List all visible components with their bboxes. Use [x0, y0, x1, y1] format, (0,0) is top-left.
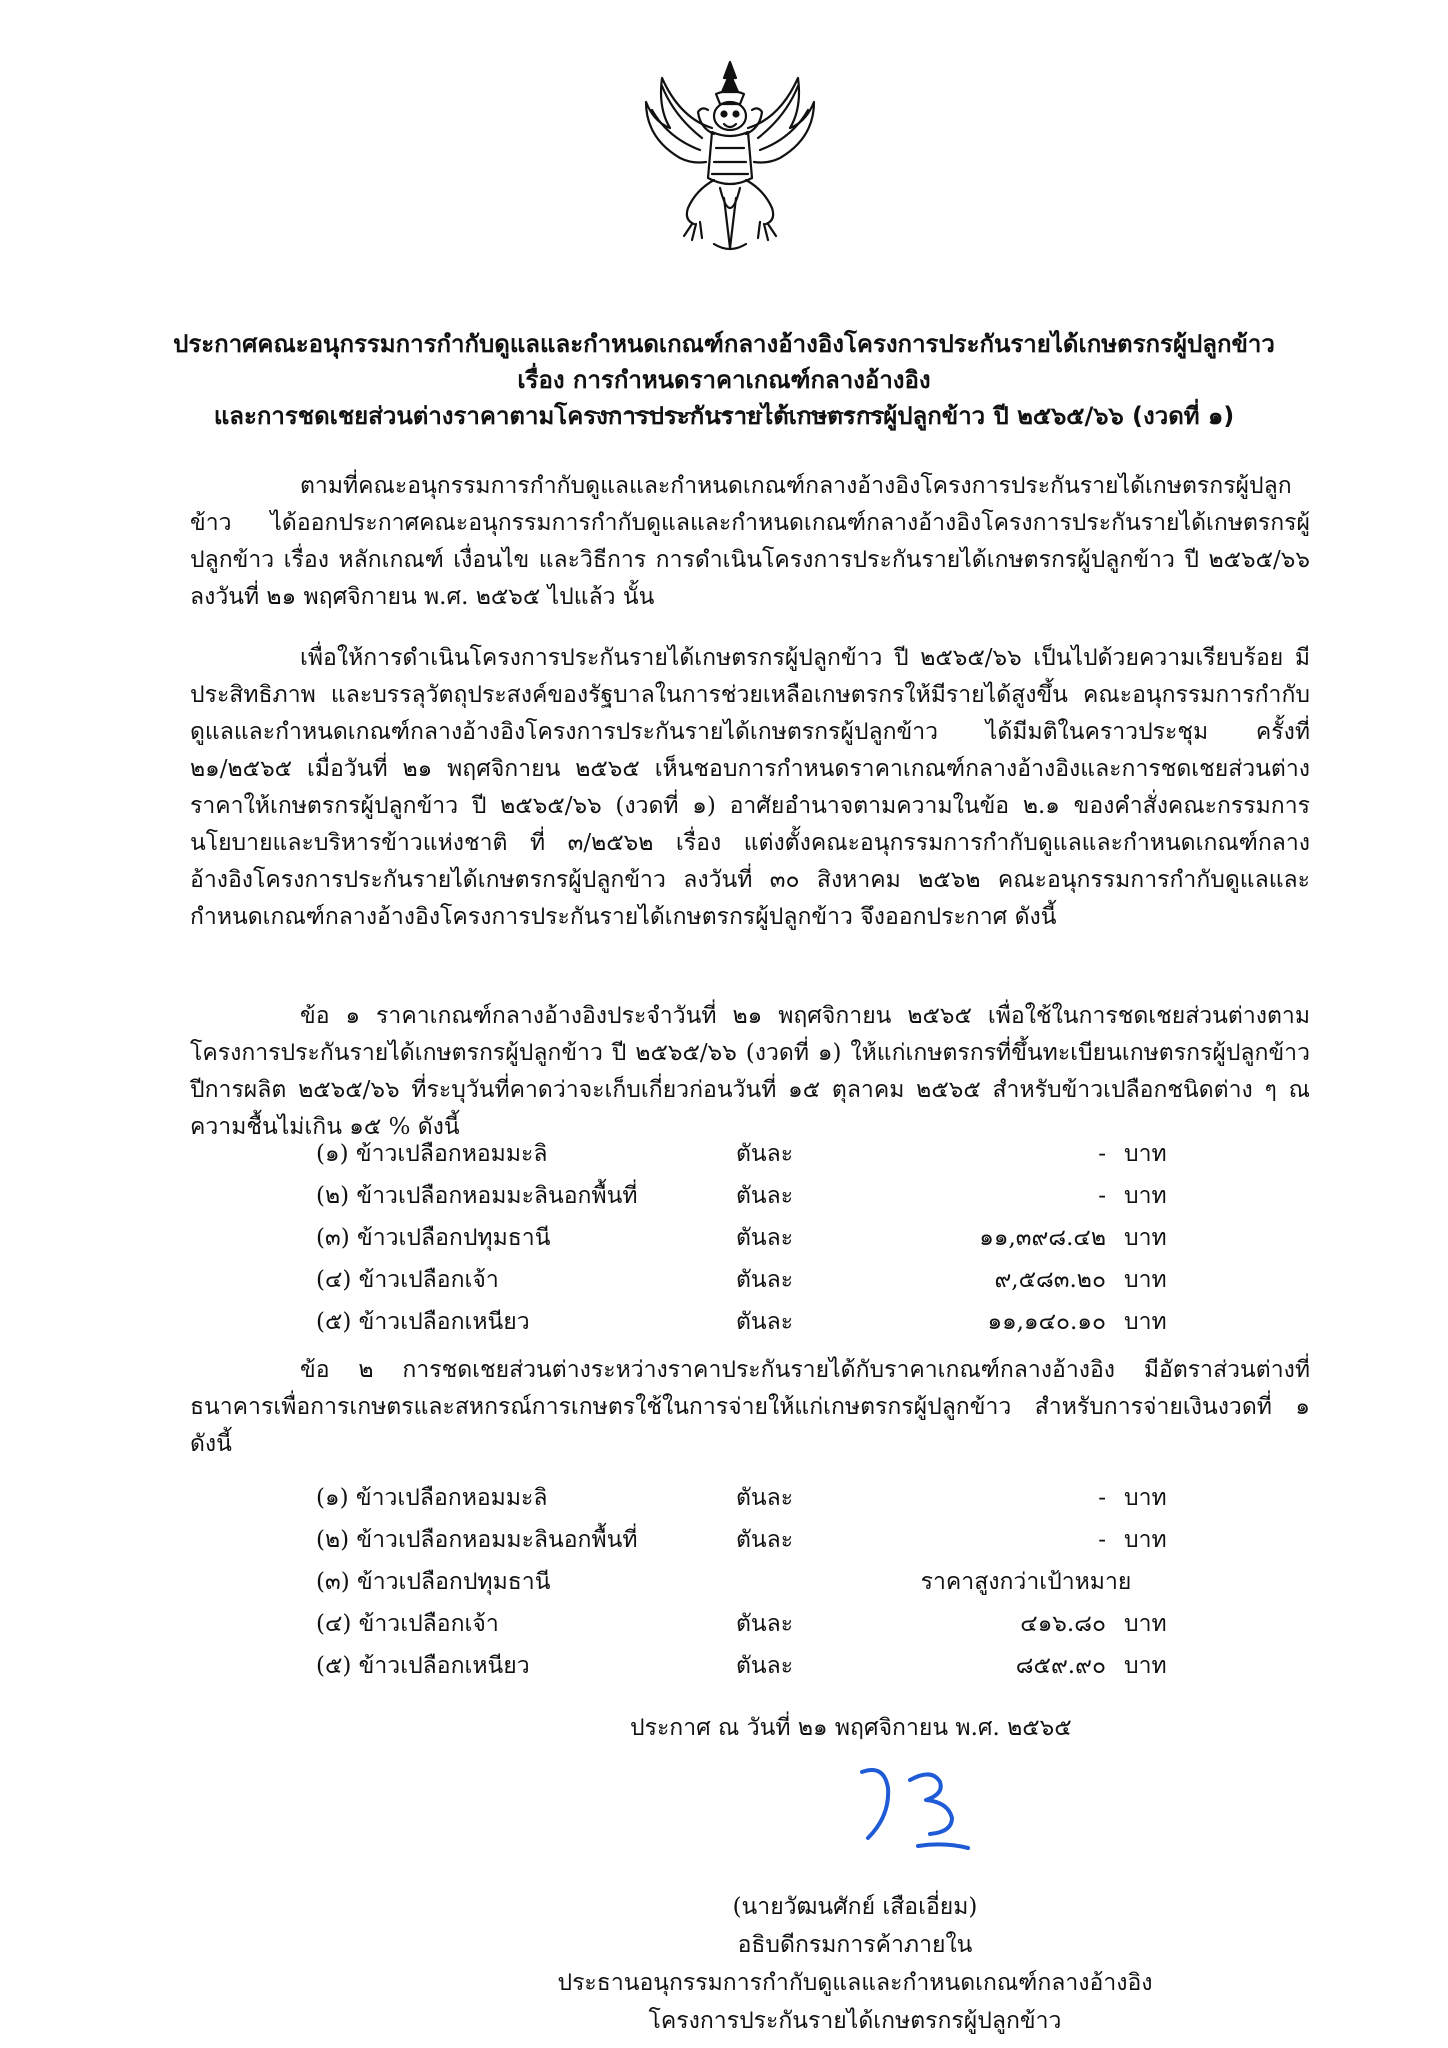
currency-unit: บาท [1124, 1485, 1167, 1511]
per-ton-label: ตันละ [736, 1611, 794, 1637]
per-ton-label: ตันละ [736, 1309, 794, 1335]
per-ton-label: ตันละ [736, 1225, 794, 1251]
announcement-date: ประกาศ ณ วันที่ ๒๑ พฤศจิกายน พ.ศ. ๒๕๖๕ [630, 1715, 1072, 1741]
compensation-amount: ๔๑๖.๘๐ [1020, 1611, 1106, 1637]
list-item [316, 1260, 1216, 1300]
resolution-paragraph: เพื่อให้การดำเนินโครงการประกันรายได้เกษตรกรผู้ปลูกข้าว ปี ๒๕๖๕/๖๖ เป็นไปด้วยความเรียบร้อย มีประสิทธิภาพ และบรรลุวัตถุประสงค์ของรัฐบาลในการช่วยเหลือเกษตรกรให้มีรายได้สูงขึ้น คณะอนุกรรมการกำกับดูแลและกำหนดเกณฑ์กลางอ้างอิงโครงการประกันรายได้เกษตรกรผู้ปลูกข้าว ได้มีมติในคราวประชุม ครั้งที่ ๒๑/๒๕๖๕ เมื่อวันที่ ๒๑ พฤศจิกายน ๒๕๖๕ เห็นชอบการกำหนดราคาเกณฑ์กลางอ้างอิงและการชดเชยส่วนต่างราคาให้เกษตรกรผู้ปลูกข้าว ปี ๒๕๖๕/๖๖ (งวดที่ ๑) อาศัยอำนาจตามความในข้อ ๒.๑ ของคำสั่งคณะกรรมการนโยบายและบริหารข้าวแห่งชาติ ที่ ๓/๒๕๖๒ เรื่อง แต่งตั้งคณะอนุกรรมการกำกับดูแลและกำหนดเกณฑ์กลางอ้างอิงโครงการประกันรายได้เกษตรกรผู้ปลูกข้าว ลงวันที่ ๓๐ สิงหาคม ๒๕๖๒ คณะอนุกรรมการกำกับดูแลและกำหนดเกณฑ์กลางอ้างอิงโครงการประกันรายได้เกษตรกรผู้ปลูกข้าว จึงออกประกาศ ดังนี้ [190, 645, 1310, 930]
rice-type: (๑) ข้าวเปลือกหอมมะลิ [316, 1485, 548, 1511]
clause-1-paragraph: ข้อ ๑ ราคาเกณฑ์กลางอ้างอิงประจำวันที่ ๒๑ พฤศจิกายน ๒๕๖๕ เพื่อใช้ในการชดเชยส่วนต่างตามโครงการประกันรายได้เกษตรกรผู้ปลูกข้าว ปี ๒๕๖๕/๖๖ (งวดที่ ๑) ให้แก่เกษตรกรที่ขึ้นทะเบียนเกษตรกรผู้ปลูกข้าว ปีการผลิต ๒๕๖๕/๖๖ ที่ระบุวันที่คาดว่าจะเก็บเกี่ยวก่อนวันที่ ๑๕ ตุลาคม ๒๕๖๕ สำหรับข้าวเปลือกชนิดต่าง ๆ ณ ความชื้นไม่เกิน ๑๕ % ดังนี้ [190, 1003, 1310, 1140]
rice-type: (๒) ข้าวเปลือกหอมมะลินอกพื้นที่ [316, 1527, 638, 1553]
list-item [316, 1176, 1216, 1216]
price-amount: - [1098, 1141, 1106, 1167]
compensation-amount: ๘๕๙.๙๐ [1015, 1653, 1106, 1679]
rice-type: (๑) ข้าวเปลือกหอมมะลิ [316, 1141, 548, 1167]
list-item [316, 1646, 1216, 1686]
price-amount: - [1098, 1183, 1106, 1209]
rice-type: (๕) ข้าวเปลือกเหนียว [316, 1653, 530, 1679]
currency-unit: บาท [1124, 1527, 1167, 1553]
garuda-emblem-icon [640, 58, 820, 258]
compensation-amount: - [1098, 1485, 1106, 1511]
heading-line-3: และการชดเชยส่วนต่างราคาตามโครงการประกันรายได้เกษตรกรผู้ปลูกข้าว ปี ๒๕๖๕/๖๖ (งวดที่ ๑) [213, 402, 1235, 430]
signatory-title: โครงการประกันรายได้เกษตรกรผู้ปลูกข้าว [648, 2008, 1062, 2034]
heading-line-2: เรื่อง การกำหนดราคาเกณฑ์กลางอ้างอิง [517, 366, 931, 394]
list-item [316, 1520, 1216, 1560]
rice-type: (๔) ข้าวเปลือกเจ้า [316, 1267, 499, 1293]
price-amount: ๙,๕๘๓.๒๐ [994, 1267, 1106, 1293]
list-item [316, 1604, 1216, 1644]
currency-unit: บาท [1124, 1309, 1167, 1335]
currency-unit: บาท [1124, 1611, 1167, 1637]
signature-image [848, 1760, 978, 1855]
heading-line-1: ประกาศคณะอนุกรรมการกำกับดูแลและกำหนดเกณฑ์กลางอ้างอิงโครงการประกันรายได้เกษตรกรผู้ปลูกข้าว [173, 330, 1275, 358]
price-amount: ๑๑,๑๔๐.๑๐ [987, 1309, 1106, 1335]
currency-unit: บาท [1124, 1653, 1167, 1679]
rice-type: (๒) ข้าวเปลือกหอมมะลินอกพื้นที่ [316, 1183, 638, 1209]
currency-unit: บาท [1124, 1267, 1167, 1293]
list-item [316, 1562, 1216, 1602]
per-ton-label: ตันละ [736, 1527, 794, 1553]
compensation-note: ราคาสูงกว่าเป้าหมาย [920, 1569, 1132, 1595]
announcement-heading [0, 326, 1448, 434]
rice-type: (๓) ข้าวเปลือกปทุมธานี [316, 1569, 551, 1595]
per-ton-label: ตันละ [736, 1183, 794, 1209]
per-ton-label: ตันละ [736, 1485, 794, 1511]
rice-type: (๔) ข้าวเปลือกเจ้า [316, 1611, 499, 1637]
currency-unit: บาท [1124, 1225, 1167, 1251]
rice-type: (๓) ข้าวเปลือกปทุมธานี [316, 1225, 551, 1251]
list-item [316, 1478, 1216, 1518]
clause-2-paragraph: ข้อ ๒ การชดเชยส่วนต่างระหว่างราคาประกันรายได้กับราคาเกณฑ์กลางอ้างอิง มีอัตราส่วนต่างที่ธนาคารเพื่อการเกษตรและสหกรณ์การเกษตรใช้ในการจ่ายให้แก่เกษตรกรผู้ปลูกข้าว สำหรับการจ่ายเงินงวดที่ ๑ ดังนี้ [190, 1357, 1310, 1457]
list-item [316, 1302, 1216, 1342]
rice-type: (๕) ข้าวเปลือกเหนียว [316, 1309, 530, 1335]
price-amount: ๑๑,๓๙๘.๔๒ [979, 1225, 1106, 1251]
list-item [316, 1134, 1216, 1174]
per-ton-label: ตันละ [736, 1653, 794, 1679]
per-ton-label: ตันละ [736, 1141, 794, 1167]
compensation-amount: - [1098, 1527, 1106, 1553]
signatory-title: อธิบดีกรมการค้าภายใน [737, 1932, 973, 1958]
heading-divider [594, 412, 884, 414]
signature-block [540, 1888, 1170, 2040]
list-item [316, 1218, 1216, 1258]
signatory-title: ประธานอนุกรรมการกำกับดูแลและกำหนดเกณฑ์กลางอ้างอิง [557, 1970, 1153, 1996]
currency-unit: บาท [1124, 1141, 1167, 1167]
intro-paragraph: ตามที่คณะอนุกรรมการกำกับดูแลและกำหนดเกณฑ์กลางอ้างอิงโครงการประกันรายได้เกษตรกรผู้ปลูกข้าว ได้ออกประกาศคณะอนุกรรมการกำกับดูแลและกำหนดเกณฑ์กลางอ้างอิงโครงการประกันรายได้เกษตรกรผู้ปลูกข้าว เรื่อง หลักเกณฑ์ เงื่อนไข และวิธีการ การดำเนินโครงการประกันรายได้เกษตรกรผู้ปลูกข้าว ปี ๒๕๖๕/๖๖ ลงวันที่ ๒๑ พฤศจิกายน พ.ศ. ๒๕๖๕ ไปแล้ว นั้น [190, 473, 1310, 610]
currency-unit: บาท [1124, 1183, 1167, 1209]
signatory-name: (นายวัฒนศักย์ เสือเอี่ยม) [732, 1894, 978, 1920]
per-ton-label: ตันละ [736, 1267, 794, 1293]
